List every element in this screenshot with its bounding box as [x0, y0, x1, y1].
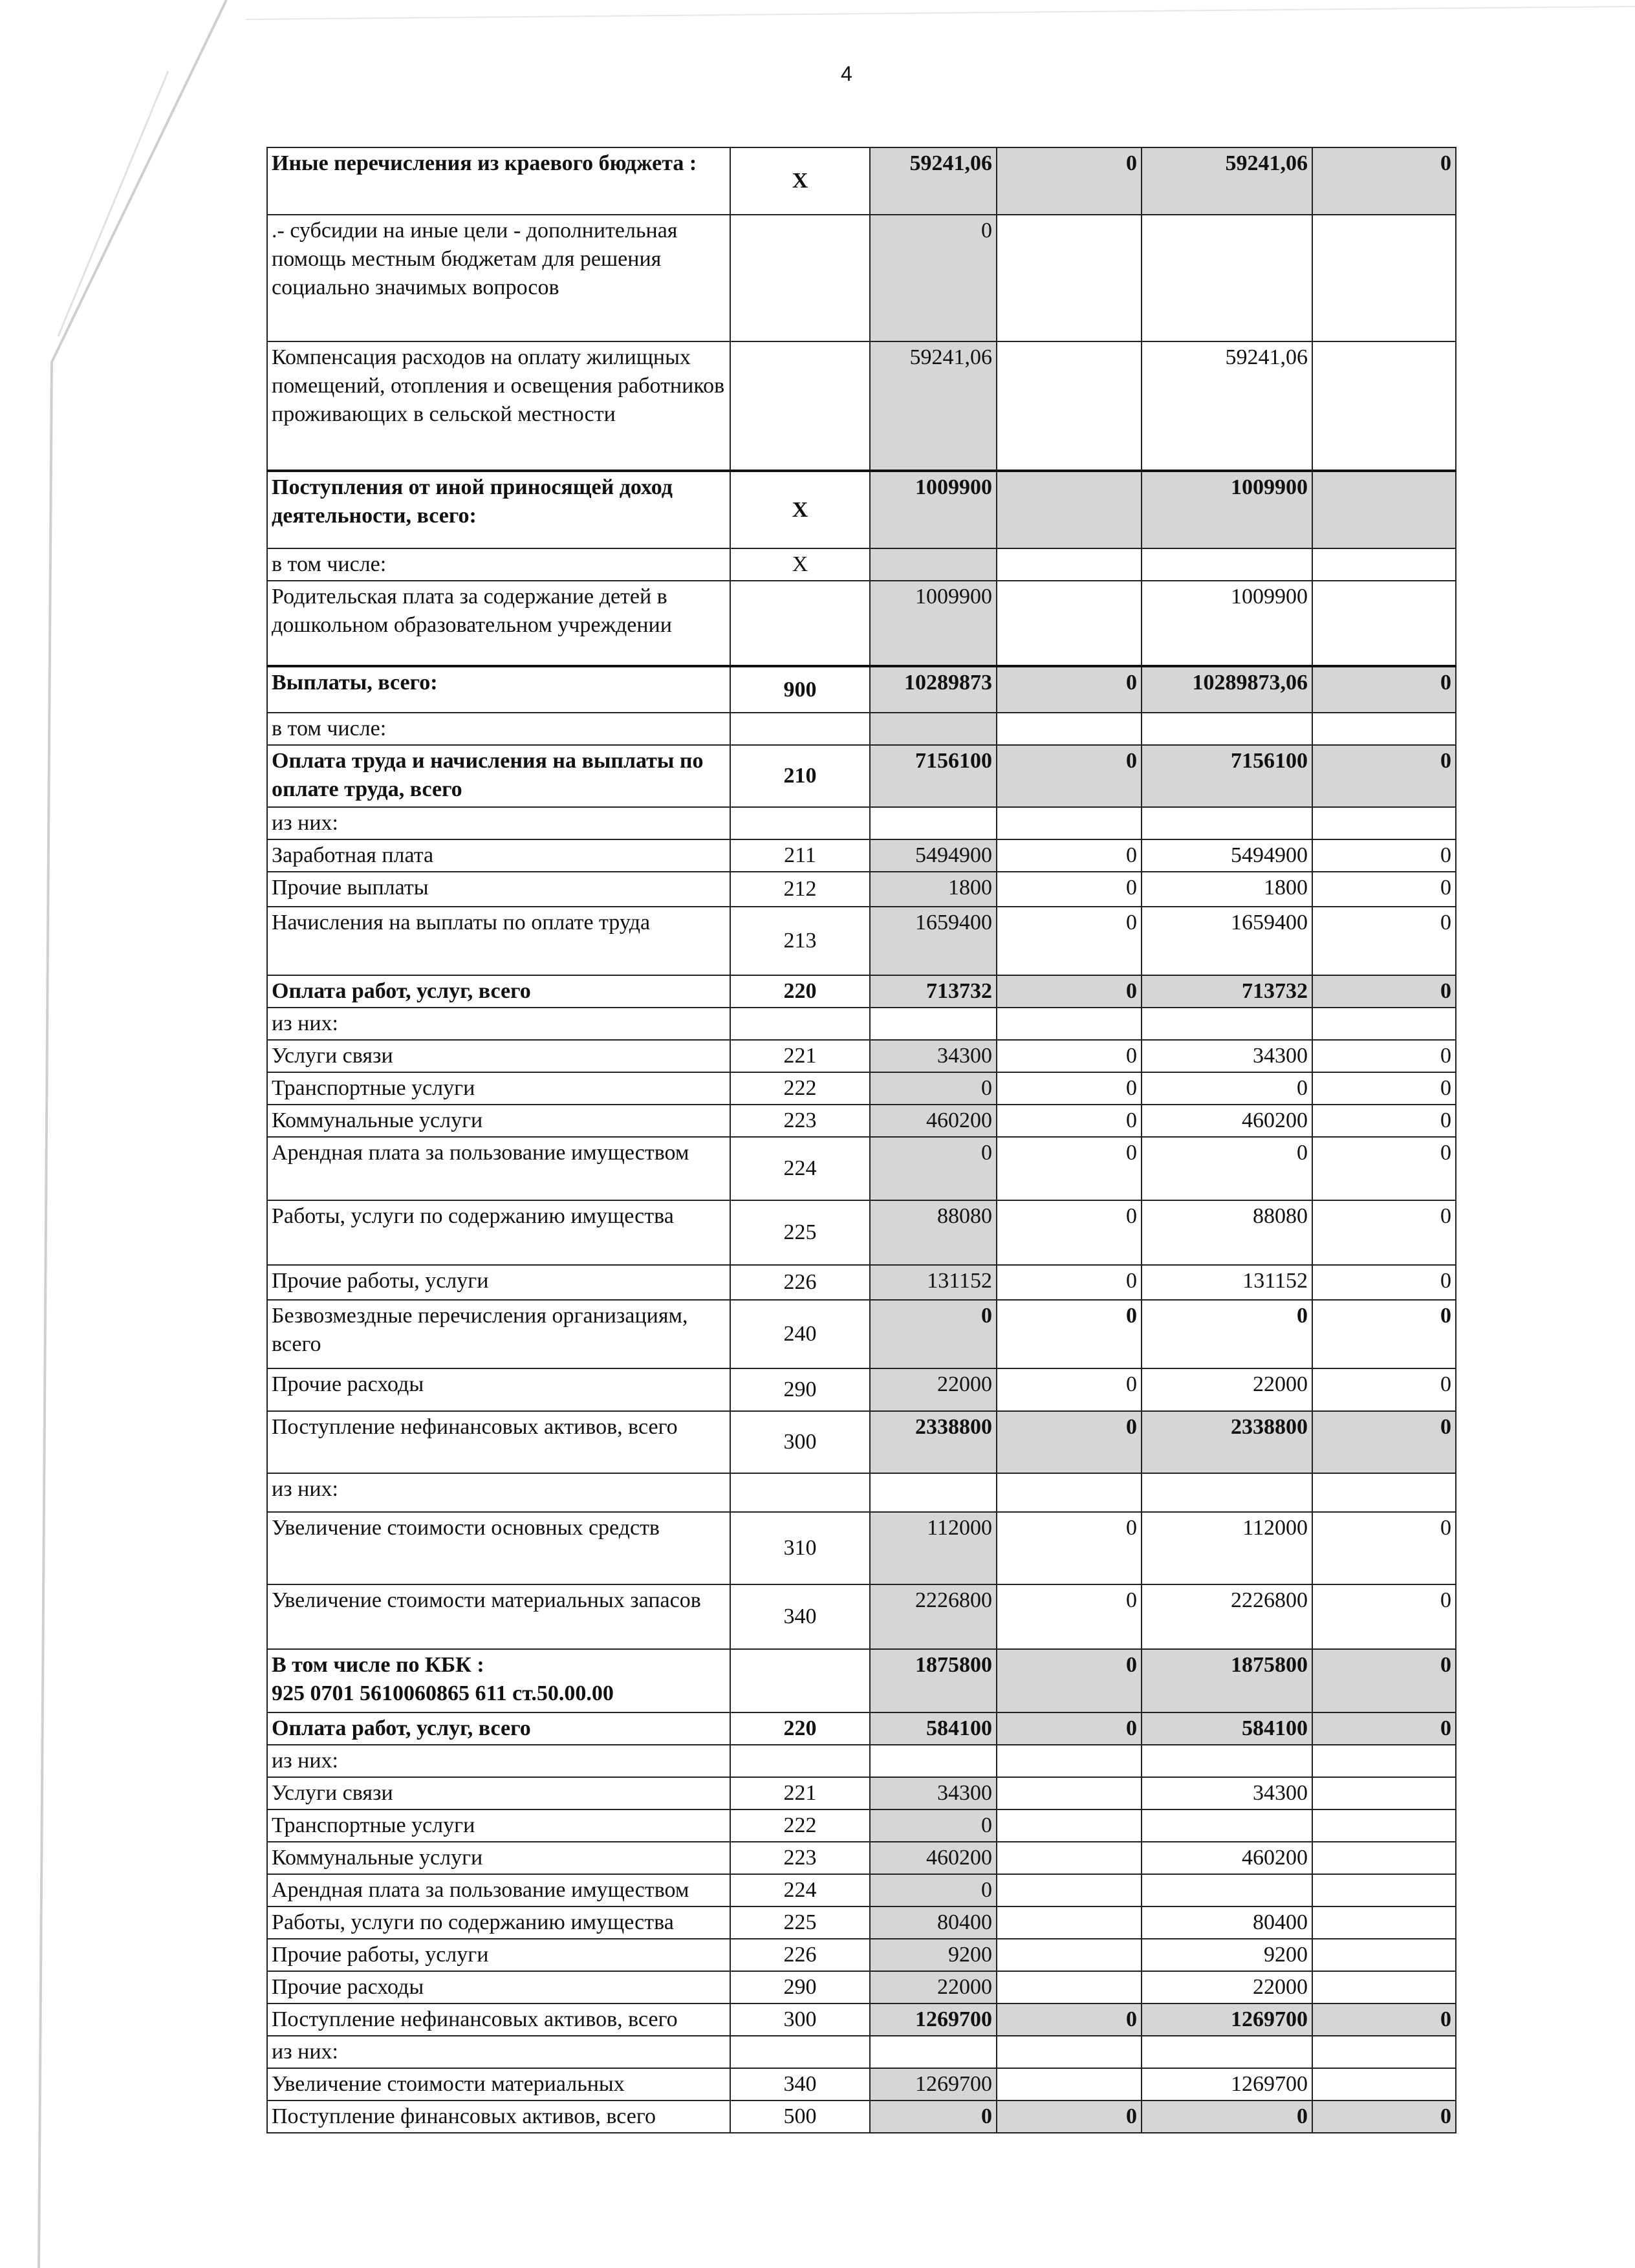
value-col-3	[1142, 1008, 1312, 1040]
row-label: Увеличение стоимости материальных запасов	[267, 1584, 730, 1649]
row-label: Заработная плата	[267, 839, 730, 872]
row-code: 213	[730, 907, 870, 975]
value-col-2	[997, 1971, 1142, 2003]
value-col-1: 0	[870, 1874, 997, 1906]
value-col-2: 0	[997, 1200, 1142, 1265]
value-col-2	[997, 548, 1142, 581]
value-col-4	[1312, 807, 1456, 839]
row-label: Иные перечисления из краевого бюджета :	[267, 147, 730, 215]
value-col-2	[997, 1008, 1142, 1040]
value-col-1: 34300	[870, 1777, 997, 1809]
value-col-1: 0	[870, 1072, 997, 1105]
value-col-4: 0	[1312, 1300, 1456, 1368]
value-col-1: 59241,06	[870, 147, 997, 215]
row-code	[730, 581, 870, 666]
row-label: Услуги связи	[267, 1777, 730, 1809]
value-col-2: 0	[997, 666, 1142, 713]
table-row	[267, 1137, 1456, 1200]
table-row	[267, 1842, 1456, 1874]
value-col-3: 22000	[1142, 1368, 1312, 1411]
value-col-3: 1269700	[1142, 2003, 1312, 2036]
value-col-4: 0	[1312, 872, 1456, 907]
row-code	[730, 1008, 870, 1040]
row-label: Услуги связи	[267, 1040, 730, 1072]
value-col-1: 22000	[870, 1971, 997, 2003]
row-label: Безвозмездные перечисления организациям, всего	[267, 1300, 730, 1368]
row-code: 900	[730, 666, 870, 713]
value-col-3: 7156100	[1142, 745, 1312, 807]
value-col-3: 59241,06	[1142, 341, 1312, 471]
value-col-2: 0	[997, 1712, 1142, 1745]
value-col-1: 460200	[870, 1842, 997, 1874]
value-col-4	[1312, 1473, 1456, 1512]
value-col-3: 88080	[1142, 1200, 1312, 1265]
table-row	[267, 1712, 1456, 1745]
value-col-1: 0	[870, 2101, 997, 2133]
value-col-3: 59241,06	[1142, 147, 1312, 215]
table-row	[267, 1072, 1456, 1105]
value-col-4: 0	[1312, 1072, 1456, 1105]
row-code: 224	[730, 1137, 870, 1200]
table-row	[267, 548, 1456, 581]
value-col-4: 0	[1312, 975, 1456, 1008]
value-col-2	[997, 1809, 1142, 1842]
value-col-2: 0	[997, 1265, 1142, 1300]
value-col-3: 1659400	[1142, 907, 1312, 975]
value-col-4	[1312, 1745, 1456, 1777]
row-label: Транспортные услуги	[267, 1809, 730, 1842]
row-label: Компенсация расходов на оплату жилищных помещений, отопления и освещения работников проживающих в сельской местности	[267, 341, 730, 471]
value-col-4	[1312, 713, 1456, 745]
row-label: Коммунальные услуги	[267, 1105, 730, 1137]
table-row	[267, 2101, 1456, 2133]
row-label: Прочие расходы	[267, 1971, 730, 2003]
value-col-3: 460200	[1142, 1842, 1312, 1874]
value-col-1: 9200	[870, 1939, 997, 1971]
value-col-4	[1312, 1939, 1456, 1971]
row-code	[730, 1473, 870, 1512]
row-label: В том числе по КБК : 925 0701 5610060865 611 ст.50.00.00	[267, 1649, 730, 1712]
value-col-1: 131152	[870, 1265, 997, 1300]
value-col-3: 2226800	[1142, 1584, 1312, 1649]
value-col-1: 713732	[870, 975, 997, 1008]
value-col-1: 0	[870, 1809, 997, 1842]
table-row	[267, 341, 1456, 471]
value-col-3	[1142, 548, 1312, 581]
table-row	[267, 1584, 1456, 1649]
row-label: Начисления на выплаты по оплате труда	[267, 907, 730, 975]
value-col-2	[997, 1874, 1142, 1906]
value-col-1: 0	[870, 1137, 997, 1200]
value-col-1: 1269700	[870, 2003, 997, 2036]
value-col-2: 0	[997, 1512, 1142, 1584]
row-label: Поступление нефинансовых активов, всего	[267, 1411, 730, 1473]
value-col-1: 2226800	[870, 1584, 997, 1649]
value-col-3: 80400	[1142, 1906, 1312, 1939]
row-code: 240	[730, 1300, 870, 1368]
value-col-2: 0	[997, 745, 1142, 807]
value-col-1: 1009900	[870, 581, 997, 666]
value-col-4: 0	[1312, 1584, 1456, 1649]
row-code	[730, 713, 870, 745]
row-label: Увеличение стоимости основных средств	[267, 1512, 730, 1584]
row-code: 223	[730, 1105, 870, 1137]
value-col-3	[1142, 1745, 1312, 1777]
value-col-3: 131152	[1142, 1265, 1312, 1300]
value-col-4: 0	[1312, 1040, 1456, 1072]
table-row	[267, 872, 1456, 907]
page-number: 4	[841, 62, 852, 85]
value-col-2: 0	[997, 1411, 1142, 1473]
value-col-3: 1269700	[1142, 2068, 1312, 2101]
row-label: из них:	[267, 2036, 730, 2068]
table-row	[267, 147, 1456, 215]
value-col-2	[997, 2068, 1142, 2101]
value-col-3: 2338800	[1142, 1411, 1312, 1473]
value-col-2: 0	[997, 1105, 1142, 1137]
value-col-3: 10289873,06	[1142, 666, 1312, 713]
value-col-1: 584100	[870, 1712, 997, 1745]
value-col-1: 0	[870, 215, 997, 341]
value-col-4: 0	[1312, 1411, 1456, 1473]
row-label: Поступления от иной приносящей доход деятельности, всего:	[267, 471, 730, 548]
value-col-2	[997, 713, 1142, 745]
value-col-3: 0	[1142, 1300, 1312, 1368]
value-col-3: 112000	[1142, 1512, 1312, 1584]
table-row	[267, 1008, 1456, 1040]
row-code: 225	[730, 1906, 870, 1939]
row-label: Выплаты, всего:	[267, 666, 730, 713]
value-col-4: 0	[1312, 1649, 1456, 1712]
table-row	[267, 2068, 1456, 2101]
value-col-2	[997, 807, 1142, 839]
value-col-2: 0	[997, 1584, 1142, 1649]
value-col-1: 80400	[870, 1906, 997, 1939]
row-label: Поступление финансовых активов, всего	[267, 2101, 730, 2133]
value-col-1	[870, 2036, 997, 2068]
value-col-1: 112000	[870, 1512, 997, 1584]
table-row	[267, 1512, 1456, 1584]
value-col-4: 0	[1312, 2101, 1456, 2133]
value-col-4: 0	[1312, 2003, 1456, 2036]
row-code	[730, 341, 870, 471]
value-col-1	[870, 807, 997, 839]
value-col-1	[870, 1745, 997, 1777]
value-col-2: 0	[997, 2003, 1142, 2036]
row-label: Транспортные услуги	[267, 1072, 730, 1105]
row-label: Коммунальные услуги	[267, 1842, 730, 1874]
table-row	[267, 666, 1456, 713]
budget-table-body	[267, 147, 1456, 2133]
value-col-2: 0	[997, 1137, 1142, 1200]
row-code: Х	[730, 471, 870, 548]
value-col-3	[1142, 215, 1312, 341]
value-col-2	[997, 1842, 1142, 1874]
value-col-1: 1875800	[870, 1649, 997, 1712]
table-row	[267, 2036, 1456, 2068]
value-col-2: 0	[997, 975, 1142, 1008]
table-row	[267, 581, 1456, 666]
row-code: 211	[730, 839, 870, 872]
value-col-4	[1312, 548, 1456, 581]
value-col-3: 1875800	[1142, 1649, 1312, 1712]
table-row	[267, 839, 1456, 872]
value-col-2: 0	[997, 872, 1142, 907]
value-col-1: 1659400	[870, 907, 997, 975]
row-code: 223	[730, 1842, 870, 1874]
row-code	[730, 2036, 870, 2068]
value-col-4	[1312, 2068, 1456, 2101]
row-label: из них:	[267, 1473, 730, 1512]
table-row	[267, 1105, 1456, 1137]
row-code: 220	[730, 1712, 870, 1745]
table-row	[267, 1777, 1456, 1809]
row-code: 224	[730, 1874, 870, 1906]
row-label: Прочие расходы	[267, 1368, 730, 1411]
value-col-3: 0	[1142, 2101, 1312, 2133]
value-col-3: 0	[1142, 1072, 1312, 1105]
table-row	[267, 907, 1456, 975]
value-col-3: 9200	[1142, 1939, 1312, 1971]
value-col-4	[1312, 215, 1456, 341]
value-col-3	[1142, 2036, 1312, 2068]
row-code	[730, 215, 870, 341]
value-col-1: 7156100	[870, 745, 997, 807]
value-col-4: 0	[1312, 1200, 1456, 1265]
value-col-2	[997, 215, 1142, 341]
value-col-4: 0	[1312, 1265, 1456, 1300]
table-row	[267, 1939, 1456, 1971]
value-col-1: 59241,06	[870, 341, 997, 471]
row-code: 310	[730, 1512, 870, 1584]
row-label: в том числе:	[267, 713, 730, 745]
value-col-1	[870, 548, 997, 581]
value-col-3: 1009900	[1142, 581, 1312, 666]
value-col-3: 5494900	[1142, 839, 1312, 872]
row-label: Прочие выплаты	[267, 872, 730, 907]
value-col-2	[997, 581, 1142, 666]
value-col-4	[1312, 341, 1456, 471]
value-col-4	[1312, 1906, 1456, 1939]
table-row	[267, 1874, 1456, 1906]
row-label: Оплата труда и начисления на выплаты по оплате труда, всего	[267, 745, 730, 807]
value-col-4: 0	[1312, 1105, 1456, 1137]
row-label: Работы, услуги по содержанию имущества	[267, 1906, 730, 1939]
value-col-1: 22000	[870, 1368, 997, 1411]
value-col-2	[997, 471, 1142, 548]
value-col-1	[870, 713, 997, 745]
value-col-1: 460200	[870, 1105, 997, 1137]
value-col-4	[1312, 2036, 1456, 2068]
value-col-4: 0	[1312, 1368, 1456, 1411]
table-row	[267, 1368, 1456, 1411]
row-label: Поступление нефинансовых активов, всего	[267, 2003, 730, 2036]
value-col-4	[1312, 581, 1456, 666]
value-col-1: 34300	[870, 1040, 997, 1072]
value-col-3: 22000	[1142, 1971, 1312, 2003]
value-col-4	[1312, 1809, 1456, 1842]
row-code: 290	[730, 1971, 870, 2003]
value-col-2: 0	[997, 2101, 1142, 2133]
row-code: 225	[730, 1200, 870, 1265]
row-code: 210	[730, 745, 870, 807]
row-code: 500	[730, 2101, 870, 2133]
table-row	[267, 1745, 1456, 1777]
row-code: 340	[730, 1584, 870, 1649]
table-row	[267, 975, 1456, 1008]
table-row	[267, 1809, 1456, 1842]
row-label: Родительская плата за содержание детей в дошкольном образовательном учреждении	[267, 581, 730, 666]
value-col-2	[997, 1745, 1142, 1777]
value-col-2	[997, 1473, 1142, 1512]
row-label: Арендная плата за пользование имуществом	[267, 1137, 730, 1200]
value-col-1: 1269700	[870, 2068, 997, 2101]
table-row	[267, 1906, 1456, 1939]
row-code: 226	[730, 1939, 870, 1971]
table-row	[267, 807, 1456, 839]
table-row	[267, 1265, 1456, 1300]
table-row	[267, 1300, 1456, 1368]
table-row	[267, 1473, 1456, 1512]
row-code: 221	[730, 1777, 870, 1809]
value-col-4	[1312, 1842, 1456, 1874]
value-col-4: 0	[1312, 1512, 1456, 1584]
value-col-3	[1142, 807, 1312, 839]
value-col-2	[997, 2036, 1142, 2068]
value-col-1: 5494900	[870, 839, 997, 872]
table-row	[267, 1200, 1456, 1265]
row-code: 300	[730, 2003, 870, 2036]
table-row	[267, 713, 1456, 745]
value-col-4	[1312, 471, 1456, 548]
table-row	[267, 1971, 1456, 2003]
row-label: Оплата работ, услуг, всего	[267, 975, 730, 1008]
value-col-3	[1142, 1874, 1312, 1906]
value-col-3: 34300	[1142, 1040, 1312, 1072]
value-col-3: 1009900	[1142, 471, 1312, 548]
value-col-3: 0	[1142, 1137, 1312, 1200]
value-col-2: 0	[997, 147, 1142, 215]
value-col-2	[997, 1939, 1142, 1971]
value-col-4: 0	[1312, 666, 1456, 713]
row-code	[730, 1745, 870, 1777]
row-code: 226	[730, 1265, 870, 1300]
row-label: .- субсидии на иные цели - дополнительная помощь местным бюджетам для решения социально значимых вопросов	[267, 215, 730, 341]
row-label: из них:	[267, 807, 730, 839]
row-label: Арендная плата за пользование имуществом	[267, 1874, 730, 1906]
row-code: 220	[730, 975, 870, 1008]
value-col-4: 0	[1312, 907, 1456, 975]
row-code: Х	[730, 147, 870, 215]
value-col-4: 0	[1312, 1712, 1456, 1745]
value-col-2	[997, 1777, 1142, 1809]
row-label: из них:	[267, 1008, 730, 1040]
value-col-3: 584100	[1142, 1712, 1312, 1745]
value-col-3	[1142, 713, 1312, 745]
value-col-3: 34300	[1142, 1777, 1312, 1809]
value-col-1	[870, 1008, 997, 1040]
table-row	[267, 2003, 1456, 2036]
value-col-1	[870, 1473, 997, 1512]
table-row	[267, 1649, 1456, 1712]
value-col-1: 2338800	[870, 1411, 997, 1473]
row-label: Увеличение стоимости материальных	[267, 2068, 730, 2101]
value-col-4	[1312, 1971, 1456, 2003]
value-col-2: 0	[997, 1368, 1142, 1411]
value-col-2: 0	[997, 1300, 1142, 1368]
row-label: Прочие работы, услуги	[267, 1265, 730, 1300]
table-row	[267, 1411, 1456, 1473]
value-col-2	[997, 341, 1142, 471]
value-col-2	[997, 1906, 1142, 1939]
value-col-3: 1800	[1142, 872, 1312, 907]
value-col-1: 88080	[870, 1200, 997, 1265]
row-label: Работы, услуги по содержанию имущества	[267, 1200, 730, 1265]
value-col-4	[1312, 1874, 1456, 1906]
row-code	[730, 1649, 870, 1712]
value-col-1: 10289873	[870, 666, 997, 713]
row-label: Прочие работы, услуги	[267, 1939, 730, 1971]
row-label: из них:	[267, 1745, 730, 1777]
value-col-4	[1312, 1777, 1456, 1809]
value-col-2: 0	[997, 1072, 1142, 1105]
table-row	[267, 1040, 1456, 1072]
table-row	[267, 471, 1456, 548]
value-col-4: 0	[1312, 147, 1456, 215]
value-col-2: 0	[997, 907, 1142, 975]
row-code: 290	[730, 1368, 870, 1411]
row-code: 300	[730, 1411, 870, 1473]
value-col-3	[1142, 1473, 1312, 1512]
value-col-3	[1142, 1809, 1312, 1842]
row-label: Оплата работ, услуг, всего	[267, 1712, 730, 1745]
row-code: 340	[730, 2068, 870, 2101]
row-code: Х	[730, 548, 870, 581]
row-code: 212	[730, 872, 870, 907]
value-col-2: 0	[997, 1649, 1142, 1712]
value-col-4	[1312, 1008, 1456, 1040]
table-row	[267, 745, 1456, 807]
row-code	[730, 807, 870, 839]
value-col-1: 1800	[870, 872, 997, 907]
value-col-3: 713732	[1142, 975, 1312, 1008]
value-col-4: 0	[1312, 745, 1456, 807]
row-code: 222	[730, 1809, 870, 1842]
value-col-1: 0	[870, 1300, 997, 1368]
value-col-2: 0	[997, 839, 1142, 872]
budget-table	[266, 147, 1456, 2133]
row-code: 222	[730, 1072, 870, 1105]
value-col-2: 0	[997, 1040, 1142, 1072]
value-col-1: 1009900	[870, 471, 997, 548]
value-col-4: 0	[1312, 839, 1456, 872]
row-code: 221	[730, 1040, 870, 1072]
row-label: в том числе:	[267, 548, 730, 581]
value-col-3: 460200	[1142, 1105, 1312, 1137]
value-col-4: 0	[1312, 1137, 1456, 1200]
table-row	[267, 215, 1456, 341]
